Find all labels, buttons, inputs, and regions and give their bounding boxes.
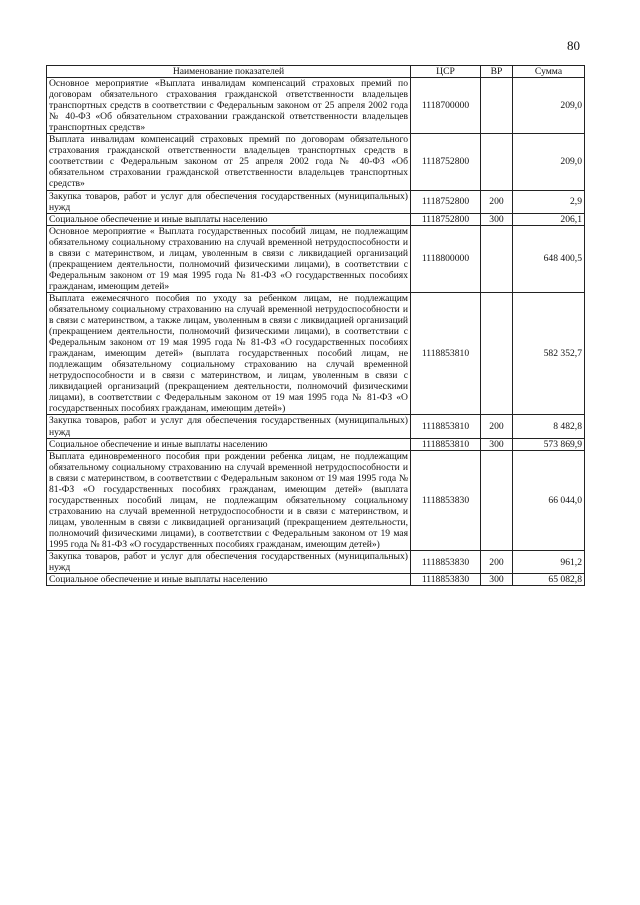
row-name: Закупка товаров, работ и услуг для обеспечения государственных (муниципальных) нужд (47, 415, 411, 438)
row-csr: 1118752800 (411, 190, 481, 213)
row-name: Основное мероприятие « Выплата государственных пособий лицам, не подлежащим обязательному социальному страхованию на случай временной нетрудоспособности и в связи с материнством, и лицам, уволенным в связи с ликвидацией организаций (прекращением деятельности, полномочий физическими лицами), в соответствии с Федеральным законом от 19 мая 1995 года № 81-ФЗ «О государственных пособиях гражданам, имеющим детей» (47, 225, 411, 292)
row-sum: 961,2 (513, 551, 585, 574)
row-csr: 1118853810 (411, 292, 481, 415)
row-name: Социальное обеспечение и иные выплаты населению (47, 574, 411, 586)
row-sum: 8 482,8 (513, 415, 585, 438)
row-csr: 1118752800 (411, 213, 481, 225)
row-name: Основное мероприятие «Выплата инвалидам компенсаций страховых премий по договорам обязательного страхования гражданской ответственности владельцев транспортных средств в соответствии с Федеральным законом от 25 апреля 2002 года № 40-ФЗ «Об обязательном страховании гражданской ответственности владельцев транспортных средств» (47, 78, 411, 134)
row-vr: 200 (481, 190, 513, 213)
row-name: Социальное обеспечение и иные выплаты населению (47, 213, 411, 225)
table-row (47, 292, 585, 415)
table-row (47, 225, 585, 292)
page-number: 80 (567, 38, 580, 53)
row-csr: 1118853830 (411, 551, 481, 574)
column-header-name: Наименование показателей (47, 66, 411, 78)
row-sum: 582 352,7 (513, 292, 585, 415)
budget-table (46, 65, 585, 586)
table-row (47, 213, 585, 225)
row-vr (481, 225, 513, 292)
row-vr (481, 450, 513, 550)
row-name: Закупка товаров, работ и услуг для обеспечения государственных (муниципальных) нужд (47, 551, 411, 574)
column-header-vr: ВР (481, 66, 513, 78)
row-csr: 1118700000 (411, 78, 481, 134)
row-name: Выплата единовременного пособия при рождении ребенка лицам, не подлежащим обязательному социальному страхованию на случай временной нетрудоспособности и в связи с материнством, в соответствии с Федеральным законом от 19 мая 1995 года № 81-ФЗ «О государственных пособиях гражданам, имеющим детей» (выплата государственных пособий лицам, не подлежащим обязательному социальному страхованию на случай временной нетрудоспособности и в связи с материнством, и лицам, уволенным в связи с ликвидацией организаций (прекращением деятельности, полномочий физическими лицами), в соответствии с Федеральным законом от 19 мая 1995 года № 81-ФЗ «О государственных пособиях гражданам, имеющим детей») (47, 450, 411, 550)
row-sum: 2,9 (513, 190, 585, 213)
row-csr: 1118853810 (411, 415, 481, 438)
table-row (47, 450, 585, 550)
row-sum: 66 044,0 (513, 450, 585, 550)
row-name: Выплата инвалидам компенсаций страховых премий по договорам обязательного страхования гражданской ответственности владельцев транспортных средств в соответствии с Федеральным законом от 25 апреля 2002 года № 40-ФЗ «Об обязательном страховании гражданской ответственности владельцев транспортных средств» (47, 134, 411, 190)
table-row (47, 134, 585, 190)
row-sum: 65 082,8 (513, 574, 585, 586)
row-sum: 206,1 (513, 213, 585, 225)
table-row (47, 415, 585, 438)
row-name: Закупка товаров, работ и услуг для обеспечения государственных (муниципальных) нужд (47, 190, 411, 213)
row-sum: 209,0 (513, 134, 585, 190)
row-vr: 300 (481, 438, 513, 450)
table-row (47, 190, 585, 213)
table-row (47, 78, 585, 134)
table-row (47, 551, 585, 574)
row-sum: 648 400,5 (513, 225, 585, 292)
column-header-sum: Сумма (513, 66, 585, 78)
row-vr: 300 (481, 213, 513, 225)
table-row (47, 438, 585, 450)
row-csr: 1118853810 (411, 438, 481, 450)
row-sum: 209,0 (513, 78, 585, 134)
row-vr (481, 134, 513, 190)
row-csr: 1118853830 (411, 574, 481, 586)
row-name: Выплата ежемесячного пособия по уходу за ребенком лицам, не подлежащим обязательному социальному страхованию на случай временной нетрудоспособности и в связи с материнством, а также лицам, уволенным в связи с ликвидацией организаций (прекращением деятельности, полномочий физическими лицами), в соответствии с Федеральным законом от 19 мая 1995 года № 81-ФЗ «О государственных пособиях гражданам, имеющим детей» (выплата государственных пособий лицам, не подлежащим обязательному социальному страхованию на случай временной нетрудоспособности и в связи с материнством, и лицам, уволенным в связи с ликвидацией организаций (прекращением деятельности, полномочий физическими лицами), в соответствии с Федеральным законом от 19 мая 1995 года № 81-ФЗ «О государственных пособиях гражданам, имеющим детей») (47, 292, 411, 415)
row-csr: 1118800000 (411, 225, 481, 292)
column-header-csr: ЦСР (411, 66, 481, 78)
row-vr (481, 292, 513, 415)
row-name: Социальное обеспечение и иные выплаты населению (47, 438, 411, 450)
row-csr: 1118853830 (411, 450, 481, 550)
row-vr: 300 (481, 574, 513, 586)
table-header-row (47, 66, 585, 78)
row-sum: 573 869,9 (513, 438, 585, 450)
row-vr: 200 (481, 551, 513, 574)
row-vr (481, 78, 513, 134)
row-csr: 1118752800 (411, 134, 481, 190)
table-row (47, 574, 585, 586)
row-vr: 200 (481, 415, 513, 438)
